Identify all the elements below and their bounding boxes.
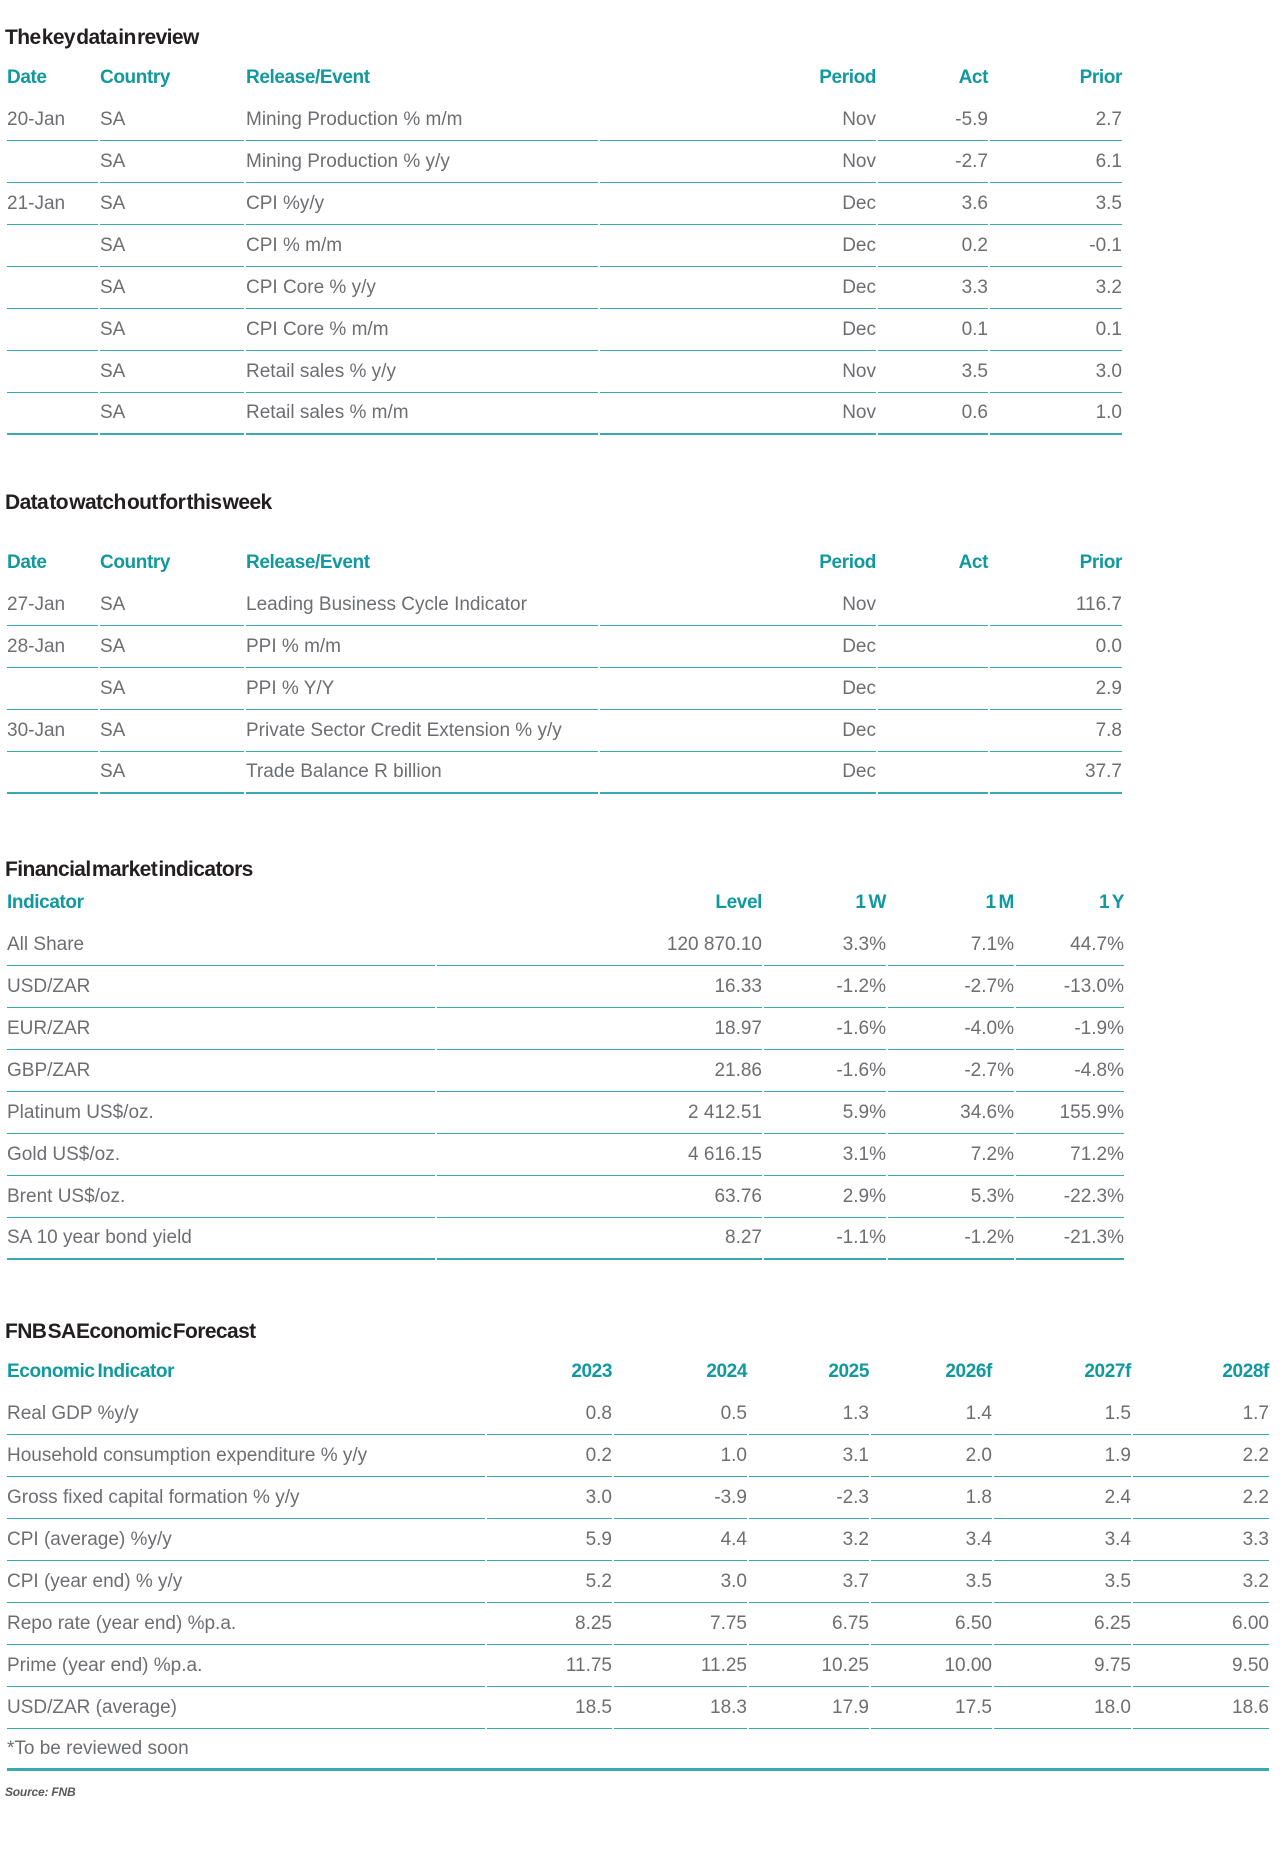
table-cell xyxy=(878,584,988,626)
table-cell: SA xyxy=(100,393,244,435)
table-cell: 10.00 xyxy=(871,1645,992,1687)
table-cell: 34.6% xyxy=(888,1092,1014,1134)
table-cell: 0.0 xyxy=(990,626,1122,668)
table-cell: Dec xyxy=(600,309,876,351)
table-cell: Retail sales % m/m xyxy=(246,393,598,435)
table-cell: SA xyxy=(100,668,244,710)
table-cell xyxy=(7,225,98,267)
table-cell: 116.7 xyxy=(990,584,1122,626)
table-cell: SA xyxy=(100,584,244,626)
market-indicators-table xyxy=(5,882,1126,1260)
table-cell: -1.2% xyxy=(764,966,886,1008)
table-cell: 3.5 xyxy=(990,183,1122,225)
table-cell: SA xyxy=(100,141,244,183)
column-header: Act xyxy=(958,552,988,573)
table-cell: 1.0 xyxy=(990,393,1122,435)
table-row xyxy=(7,1645,1269,1687)
table-cell: 0.1 xyxy=(878,309,988,351)
table-cell: Leading Business Cycle Indicator xyxy=(246,584,598,626)
table-cell: 28-Jan xyxy=(7,626,98,668)
column-header: Release/Event xyxy=(246,67,370,88)
table-cell: 44.7% xyxy=(1016,924,1124,966)
table-cell: -1.1% xyxy=(764,1218,886,1260)
table-cell: -2.7% xyxy=(888,1050,1014,1092)
table-row xyxy=(7,351,1122,393)
table-cell: Prime (year end) %p.a. xyxy=(7,1645,485,1687)
table-cell: 7.75 xyxy=(614,1603,747,1645)
table-cell: 11.25 xyxy=(614,1645,747,1687)
column-header: 1 M xyxy=(985,892,1014,913)
table-cell: SA xyxy=(100,351,244,393)
table-cell: 6.25 xyxy=(994,1603,1131,1645)
table-row xyxy=(7,710,1122,752)
table-cell: 3.7 xyxy=(749,1561,869,1603)
table-cell xyxy=(7,351,98,393)
table-cell: SA xyxy=(100,183,244,225)
table-cell: 6.75 xyxy=(749,1603,869,1645)
table-cell: -13.0% xyxy=(1016,966,1124,1008)
table-cell xyxy=(7,309,98,351)
table-cell: 3.6 xyxy=(878,183,988,225)
table-cell: 6.50 xyxy=(871,1603,992,1645)
table-cell: 155.9% xyxy=(1016,1092,1124,1134)
table-cell: Brent US$/oz. xyxy=(7,1176,435,1218)
column-header: 1 Y xyxy=(1099,892,1124,913)
table-cell: 3.5 xyxy=(871,1561,992,1603)
table-cell: Dec xyxy=(600,626,876,668)
column-header: Period xyxy=(819,67,876,88)
table-cell: -0.1 xyxy=(990,225,1122,267)
table-cell: 3.3 xyxy=(1133,1519,1269,1561)
table-cell: Private Sector Credit Extension % y/y xyxy=(246,710,598,752)
table-cell: 3.0 xyxy=(990,351,1122,393)
table-cell: 1.4 xyxy=(871,1393,992,1435)
table-cell: 2.4 xyxy=(994,1477,1131,1519)
table-cell: SA xyxy=(100,99,244,141)
table-cell: 1.0 xyxy=(614,1435,747,1477)
table-row xyxy=(7,1050,1124,1092)
table-row xyxy=(7,183,1122,225)
table-cell: -2.7 xyxy=(878,141,988,183)
column-header: Prior xyxy=(1079,552,1122,573)
table-row xyxy=(7,99,1122,141)
table-cell: PPI % Y/Y xyxy=(246,668,598,710)
table-cell: SA 10 year bond yield xyxy=(7,1218,435,1260)
table-cell: Dec xyxy=(600,183,876,225)
table-row xyxy=(7,626,1122,668)
column-header: 2023 xyxy=(571,1361,612,1382)
table-cell: 120 870.10 xyxy=(437,924,762,966)
column-header: 1 W xyxy=(855,892,886,913)
table-cell: Mining Production % y/y xyxy=(246,141,598,183)
table-row xyxy=(7,141,1122,183)
table-cell: Real GDP %y/y xyxy=(7,1393,485,1435)
table-cell: 5.3% xyxy=(888,1176,1014,1218)
header-row xyxy=(7,57,1122,99)
table-row xyxy=(7,1218,1124,1260)
table-cell: Repo rate (year end) %p.a. xyxy=(7,1603,485,1645)
table-cell: 21.86 xyxy=(437,1050,762,1092)
column-header: Level xyxy=(715,892,762,913)
table-cell: CPI (year end) % y/y xyxy=(7,1561,485,1603)
table-cell: 0.6 xyxy=(878,393,988,435)
table-cell: 1.5 xyxy=(994,1393,1131,1435)
table-cell: 6.1 xyxy=(990,141,1122,183)
column-header: Country xyxy=(100,552,171,573)
table-cell: 18.5 xyxy=(487,1687,612,1729)
table-cell: 16.33 xyxy=(437,966,762,1008)
table-cell: -1.9% xyxy=(1016,1008,1124,1050)
table-cell: SA xyxy=(100,626,244,668)
table-cell: SA xyxy=(100,752,244,794)
table-cell: -4.8% xyxy=(1016,1050,1124,1092)
table-cell: 21-Jan xyxy=(7,183,98,225)
table-cell: 8.25 xyxy=(487,1603,612,1645)
table-cell: 18.3 xyxy=(614,1687,747,1729)
table-cell: EUR/ZAR xyxy=(7,1008,435,1050)
table-cell xyxy=(7,668,98,710)
table-cell: 1.8 xyxy=(871,1477,992,1519)
table-cell: 27-Jan xyxy=(7,584,98,626)
header-row xyxy=(7,882,1124,924)
table-row xyxy=(7,752,1122,794)
table-cell: 2.7 xyxy=(990,99,1122,141)
table-cell: 11.75 xyxy=(487,1645,612,1687)
table-cell: 3.0 xyxy=(614,1561,747,1603)
table-cell: Mining Production % m/m xyxy=(246,99,598,141)
week-ahead-table xyxy=(5,542,1124,794)
table-row xyxy=(7,1603,1269,1645)
table-cell: 30-Jan xyxy=(7,710,98,752)
table-cell: 3.0 xyxy=(487,1477,612,1519)
table-cell: 3.2 xyxy=(990,267,1122,309)
table-cell: 3.1 xyxy=(749,1435,869,1477)
table-cell: 5.2 xyxy=(487,1561,612,1603)
table-cell: PPI % m/m xyxy=(246,626,598,668)
table-row xyxy=(7,1435,1269,1477)
column-header: 2028f xyxy=(1222,1361,1269,1382)
table-cell: GBP/ZAR xyxy=(7,1050,435,1092)
table-cell: Nov xyxy=(600,393,876,435)
table-cell xyxy=(878,710,988,752)
section-title-key-data: The key data in review xyxy=(5,26,199,49)
table-cell xyxy=(7,141,98,183)
table-cell: 8.27 xyxy=(437,1218,762,1260)
table-cell: 7.1% xyxy=(888,924,1014,966)
table-cell: 63.76 xyxy=(437,1176,762,1218)
table-cell: Retail sales % y/y xyxy=(246,351,598,393)
table-cell: 3.1% xyxy=(764,1134,886,1176)
table-cell: 6.00 xyxy=(1133,1603,1269,1645)
table-row xyxy=(7,1134,1124,1176)
table-cell: 18.97 xyxy=(437,1008,762,1050)
table-cell: 3.3% xyxy=(764,924,886,966)
column-header: 2026f xyxy=(945,1361,992,1382)
table-cell: Platinum US$/oz. xyxy=(7,1092,435,1134)
table-cell: Gross fixed capital formation % y/y xyxy=(7,1477,485,1519)
header-row xyxy=(7,542,1122,584)
table-cell: 10.25 xyxy=(749,1645,869,1687)
table-cell: 3.5 xyxy=(878,351,988,393)
table-row xyxy=(7,966,1124,1008)
table-cell: 5.9 xyxy=(487,1519,612,1561)
table-cell: 0.2 xyxy=(487,1435,612,1477)
table-cell: CPI Core % y/y xyxy=(246,267,598,309)
table-row xyxy=(7,1519,1269,1561)
table-cell: All Share xyxy=(7,924,435,966)
table-cell: 71.2% xyxy=(1016,1134,1124,1176)
table-cell: 18.0 xyxy=(994,1687,1131,1729)
table-cell: CPI % m/m xyxy=(246,225,598,267)
table-cell: 0.8 xyxy=(487,1393,612,1435)
column-header: Date xyxy=(7,67,47,88)
table-cell xyxy=(878,626,988,668)
table-cell: Dec xyxy=(600,710,876,752)
table-cell: 2.9 xyxy=(990,668,1122,710)
table-cell: -4.0% xyxy=(888,1008,1014,1050)
table-cell: 37.7 xyxy=(990,752,1122,794)
table-cell: 3.2 xyxy=(1133,1561,1269,1603)
table-cell: -2.3 xyxy=(749,1477,869,1519)
table-cell: Nov xyxy=(600,584,876,626)
table-cell: 3.3 xyxy=(878,267,988,309)
table-cell xyxy=(7,752,98,794)
column-header: Act xyxy=(958,67,988,88)
column-header: Prior xyxy=(1079,67,1122,88)
table-cell: SA xyxy=(100,309,244,351)
table-cell: -22.3% xyxy=(1016,1176,1124,1218)
table-cell: Household consumption expenditure % y/y xyxy=(7,1435,485,1477)
table-cell: 0.2 xyxy=(878,225,988,267)
table-cell: SA xyxy=(100,710,244,752)
table-cell: Nov xyxy=(600,351,876,393)
table-row xyxy=(7,1176,1124,1218)
table-cell: -1.6% xyxy=(764,1008,886,1050)
column-header: Period xyxy=(819,552,876,573)
table-cell: Dec xyxy=(600,668,876,710)
table-row xyxy=(7,924,1124,966)
table-cell: 2.9% xyxy=(764,1176,886,1218)
table-row xyxy=(7,1092,1124,1134)
column-header: 2025 xyxy=(828,1361,869,1382)
header-row xyxy=(7,1351,1269,1393)
table-row xyxy=(7,584,1122,626)
key-data-table xyxy=(5,57,1124,435)
table-cell: Dec xyxy=(600,267,876,309)
table-cell: -1.6% xyxy=(764,1050,886,1092)
table-cell: 7.8 xyxy=(990,710,1122,752)
table-cell: Trade Balance R billion xyxy=(246,752,598,794)
table-row xyxy=(7,1477,1269,1519)
table-cell: 17.9 xyxy=(749,1687,869,1729)
table-row xyxy=(7,225,1122,267)
table-cell: 20-Jan xyxy=(7,99,98,141)
table-row xyxy=(7,393,1122,435)
table-cell: Nov xyxy=(600,141,876,183)
table-cell: Dec xyxy=(600,225,876,267)
table-cell: 2.2 xyxy=(1133,1435,1269,1477)
table-cell: 3.4 xyxy=(994,1519,1131,1561)
table-cell: Gold US$/oz. xyxy=(7,1134,435,1176)
column-header: Release/Event xyxy=(246,552,370,573)
table-cell xyxy=(7,393,98,435)
table-cell: 3.4 xyxy=(871,1519,992,1561)
table-row xyxy=(7,668,1122,710)
table-cell: 9.50 xyxy=(1133,1645,1269,1687)
table-cell: 2 412.51 xyxy=(437,1092,762,1134)
table-cell: -21.3% xyxy=(1016,1218,1124,1260)
table-cell: CPI Core % m/m xyxy=(246,309,598,351)
table-cell: -1.2% xyxy=(888,1218,1014,1260)
table-cell xyxy=(878,752,988,794)
table-cell: 5.9% xyxy=(764,1092,886,1134)
column-header: Indicator xyxy=(7,892,84,913)
table-cell: 0.1 xyxy=(990,309,1122,351)
column-header: Country xyxy=(100,67,171,88)
column-header: 2024 xyxy=(706,1361,747,1382)
table-cell: 4 616.15 xyxy=(437,1134,762,1176)
table-cell: -2.7% xyxy=(888,966,1014,1008)
table-cell: CPI %y/y xyxy=(246,183,598,225)
table-cell: Nov xyxy=(600,99,876,141)
table-cell: Dec xyxy=(600,752,876,794)
table-row xyxy=(7,1393,1269,1435)
table-cell: 1.7 xyxy=(1133,1393,1269,1435)
table-row xyxy=(7,1008,1124,1050)
table-cell: 9.75 xyxy=(994,1645,1131,1687)
table-cell: 1.9 xyxy=(994,1435,1131,1477)
table-cell xyxy=(878,668,988,710)
column-header: 2027f xyxy=(1084,1361,1131,1382)
table-cell: USD/ZAR xyxy=(7,966,435,1008)
table-cell: SA xyxy=(100,267,244,309)
table-cell: CPI (average) %y/y xyxy=(7,1519,485,1561)
table-row xyxy=(7,267,1122,309)
table-cell: USD/ZAR (average) xyxy=(7,1687,485,1729)
column-header: Date xyxy=(7,552,47,573)
section-title-economic-forecast: FNB SA Economic Forecast xyxy=(5,1320,256,1343)
table-cell: 3.2 xyxy=(749,1519,869,1561)
table-cell: SA xyxy=(100,225,244,267)
table-row xyxy=(7,309,1122,351)
table-cell: 1.3 xyxy=(749,1393,869,1435)
section-title-week-ahead: Data to watch out for this week xyxy=(5,491,272,514)
table-cell: 7.2% xyxy=(888,1134,1014,1176)
economic-forecast-table xyxy=(5,1351,1271,1771)
table-cell: -3.9 xyxy=(614,1477,747,1519)
table-cell: 17.5 xyxy=(871,1687,992,1729)
table-row xyxy=(7,1687,1269,1729)
footnote-row xyxy=(7,1729,1269,1771)
source-note: Source: FNB xyxy=(5,1785,76,1799)
footnote-cell: *To be reviewed soon xyxy=(7,1729,1269,1771)
table-cell: -5.9 xyxy=(878,99,988,141)
table-cell: 3.5 xyxy=(994,1561,1131,1603)
table-row xyxy=(7,1561,1269,1603)
column-header: Economic Indicator xyxy=(7,1361,175,1382)
table-cell: 2.0 xyxy=(871,1435,992,1477)
table-cell xyxy=(7,267,98,309)
table-cell: 18.6 xyxy=(1133,1687,1269,1729)
table-cell: 2.2 xyxy=(1133,1477,1269,1519)
section-title-market-indicators: Financial market indicators xyxy=(5,858,253,881)
table-cell: 0.5 xyxy=(614,1393,747,1435)
table-cell: 4.4 xyxy=(614,1519,747,1561)
